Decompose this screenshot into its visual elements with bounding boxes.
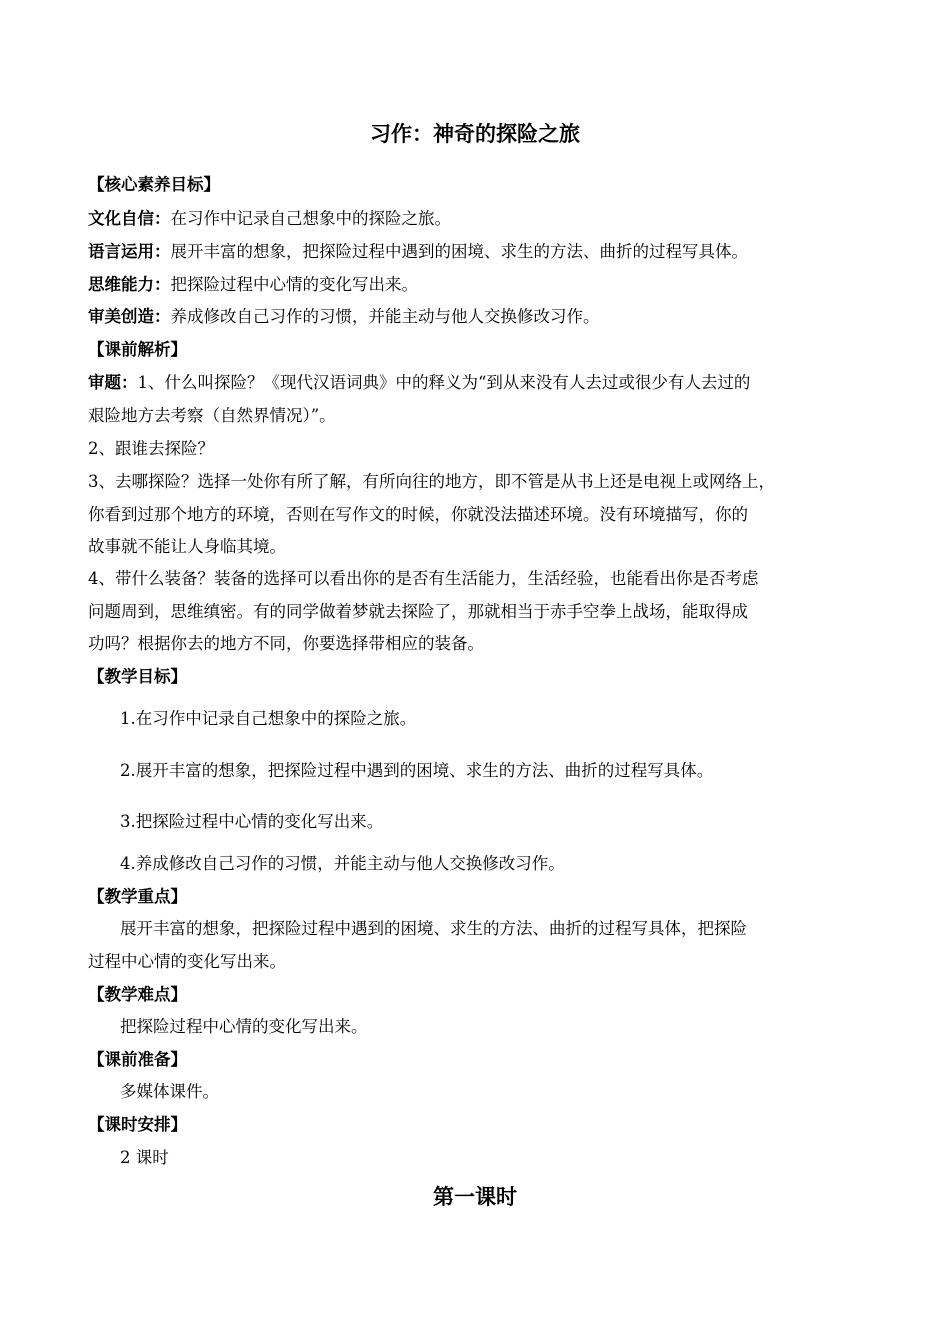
analysis-line: 3、去哪探险？选择一处你有所了解，有所向往的地方，即不管是从书上还是电视上或网络上， <box>88 472 775 491</box>
teaching-goal-item: 4.养成修改自己习作的习惯，并能主动与他人交换修改习作。 <box>120 854 565 873</box>
analysis-line: 功吗？根据你去的地方不同，你要选择带相应的装备。 <box>88 634 484 653</box>
core-goal-label: 思维能力： <box>88 275 171 294</box>
analysis-label: 审题： <box>88 373 138 392</box>
core-goals-heading: 【核心素养目标】 <box>88 175 220 194</box>
preparation-text: 多媒体课件。 <box>120 1082 219 1101</box>
analysis-line: 你看到过那个地方的环境，否则在写作文的时候，你就没法描述环境。没有环境描写，你的 <box>88 505 748 524</box>
key-points-line: 过程中心情的变化写出来。 <box>88 952 286 971</box>
analysis-line: 4、带什么装备？装备的选择可以看出你的是否有生活能力，生活经验，也能看出你是否考虑 <box>88 569 759 588</box>
core-goal-text: 把探险过程中心情的变化写出来。 <box>170 275 418 294</box>
preparation-heading: 【课前准备】 <box>88 1050 187 1069</box>
analysis-heading: 【课前解析】 <box>88 340 187 359</box>
teaching-goals-heading: 【教学目标】 <box>88 667 187 686</box>
first-lesson-title: 第一课时 <box>433 1185 517 1209</box>
difficulties-heading: 【教学难点】 <box>88 985 187 1004</box>
core-goal-label: 审美创造： <box>88 307 171 326</box>
key-points-heading: 【教学重点】 <box>88 887 187 906</box>
analysis-line: 2、跟谁去探险？ <box>88 439 214 458</box>
core-goal-label: 文化自信： <box>88 209 171 228</box>
analysis-text: 1、什么叫探险？《现代汉语词典》中的释义为“到从来没有人去过或很少有人去过的 <box>137 373 751 392</box>
schedule-heading: 【课时安排】 <box>88 1115 187 1134</box>
teaching-goal-item: 3.把探险过程中心情的变化写出来。 <box>120 812 384 831</box>
core-goal-item <box>88 274 418 296</box>
teaching-goal-item: 2.展开丰富的想象，把探险过程中遇到的困境、求生的方法、曲折的过程写具体。 <box>120 761 714 780</box>
schedule-text: 2 课时 <box>120 1148 169 1167</box>
core-goal-text: 养成修改自己习作的习惯，并能主动与他人交换修改习作。 <box>170 307 600 326</box>
analysis-line <box>88 372 750 394</box>
core-goal-item <box>88 241 748 263</box>
analysis-line: 故事就不能让人身临其境。 <box>88 537 286 556</box>
analysis-line: 问题周到，思维缜密。有的同学做着梦就去探险了，那就相当于赤手空拳上战场，能取得成 <box>88 602 748 621</box>
analysis-line: 艰险地方去考察（自然界情况）”。 <box>88 406 336 425</box>
core-goal-item <box>88 306 600 328</box>
key-points-line: 展开丰富的想象，把探险过程中遇到的困境、求生的方法、曲折的过程写具体，把探险 <box>120 919 747 938</box>
core-goal-text: 在习作中记录自己想象中的探险之旅。 <box>170 209 451 228</box>
difficulties-text: 把探险过程中心情的变化写出来。 <box>120 1017 368 1036</box>
core-goal-item <box>88 208 451 230</box>
core-goal-label: 语言运用： <box>88 242 171 261</box>
core-goal-text: 展开丰富的想象，把探险过程中遇到的困境、求生的方法、曲折的过程写具体。 <box>170 242 748 261</box>
teaching-goal-item: 1.在习作中记录自己想象中的探险之旅。 <box>120 709 417 728</box>
page-title: 习作：神奇的探险之旅 <box>370 122 580 146</box>
